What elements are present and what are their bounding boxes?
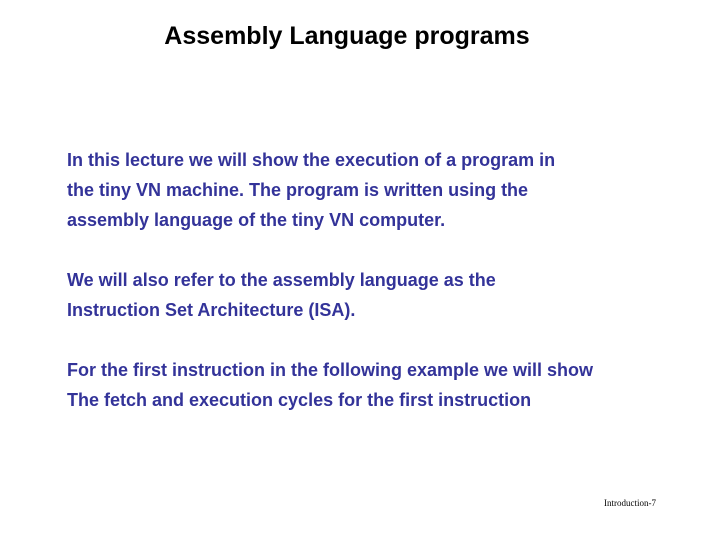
paragraph-line: The fetch and execution cycles for the first instruction — [67, 390, 532, 410]
paragraph-fetch-execute — [67, 355, 697, 415]
paragraph-line: In this lecture we will show the execution of a program in — [67, 150, 556, 170]
paragraph-line: assembly language of the tiny VN computer. — [67, 210, 446, 230]
paragraph-line: the tiny VN machine. The program is written using the — [67, 180, 529, 200]
slide-footer: Introduction-7 — [604, 498, 656, 508]
paragraph-isa — [67, 265, 697, 325]
paragraph-line: Instruction Set Architecture (ISA). — [67, 300, 356, 320]
paragraph-line: For the first instruction in the following example we will show — [67, 360, 594, 380]
slide-title: Assembly Language programs — [164, 22, 530, 50]
paragraph-line: We will also refer to the assembly language as the — [67, 270, 496, 290]
paragraph-lecture-intro — [67, 145, 697, 235]
